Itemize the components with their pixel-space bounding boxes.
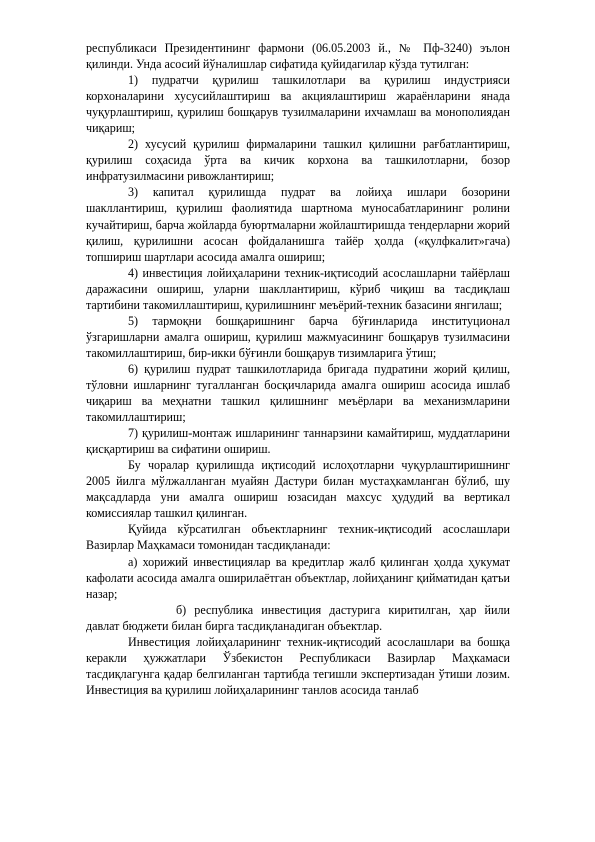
paragraph-expertise: Инвестиция лойиҳаларининг техник-иқтисодий асослашлари ва бошқа керакли ҳужжатлари Ўзбекистон Республикаси Вазирлар Маҳкамаси тасдиқлагунга қадар белгиланган тартибда тегишли экспертизадан ўтиши лозим. Инвестиция ва қурилиш лойиҳаларининг танлов асосида танлаб: [86, 634, 510, 697]
paragraph-intro: республикаси Президентининг фармони (06.05.2003 й., № Пф-3240) эълон қилинди. Унда асосий йўналишлар сифатида қуйидагилар кўзда тутилган:: [86, 41, 510, 72]
paragraph-measures: Бу чоралар қурилишда иқтисодий ислоҳотларни чуқурлаштиришнинг 2005 йилга мўлжалланган муайян Дастури билан мустаҳкамланган бўлиб, шу мақсадларда уни амалга ошириш юзасидан махсус ҳудудий ва вертикал комиссиялар ташкил қилинган.: [86, 458, 510, 521]
document-page: [86, 40, 510, 698]
list-item-b: б) республика инвестиция дастурига киритилган, ҳар йили давлат бюджети билан бирга тасдиқланадиган объектлар.: [86, 602, 510, 633]
list-item-6: 6) қурилиш пудрат ташкилотларида бригада пудратини жорий қилиш, тўловни ишларнинг тугалланган босқичларида амалга ошириш асосида ишлаб чиқариш ва меҳнатни ташкил қилишнинг меъёрлари ва механизмларини такомиллаштириш;: [86, 361, 510, 425]
list-item-7: 7) қурилиш-монтаж ишларининг таннарзини камайтириш, муддатларини қисқартириш ва сифатини ошириш.: [86, 426, 510, 457]
list-item-a: а) хорижий инвестициялар ва кредитлар жалб қилинган ҳолда ҳукумат кафолати асосида амалга оширилаётган объектлар, лойиҳанинг қийматидан қатъи назар;: [86, 554, 510, 601]
list-item-4: 4) инвестиция лойиҳаларини техник-иқтисодий асослашларни тайёрлаш даражасини ошириш, уларни шакллантириш, кўриб чиқиш ва тасдиқлаш тартибини такомиллаштириш, қурилишнинг меъёрий-техник базасини янгилаш;: [86, 265, 510, 312]
list-item-5: 5) тармоқни бошқаришнинг барча бўғинларида институционал ўзгаришларни амалга ошириш, қурилиш мажмуасининг бошқарув тузилмасини такомиллаштириш, бир-икки бўғинли бошқарув тизимларига ўтиш;: [86, 313, 510, 360]
list-item-1: 1) пудратчи қурилиш ташкилотлари ва қурилиш индустрияси корхоналарини хусусийлаштириш ва акциялаштириш жараёнларини янада чуқурлаштириш, қурилиш бошқарув тузилмаларини ихчамлаш ва монополиядан чиқариш;: [86, 73, 510, 136]
list-item-2: 2) хусусий қурилиш фирмаларини ташкил қилишни рағбатлантириш, қурилиш соҳасида ўрта ва кичик корхона ва ташкилотларни, бозор инфратузилмасини ривожлантириш;: [86, 137, 510, 184]
list-item-3: 3) капитал қурилишда пудрат ва лойиҳа ишлари бозорини шакллантириш, қурилиш фаолиятида шартнома муносабатларининг ролини кучайтириш, барча жойларда буюртмаларни жойлаштиришда тендерларни жорий қилиш, қурилишни асосан фойдаланишга тайёр ҳолда («қулфкалит»гача) топшириш шартлари асосида амалга ошириш;: [86, 185, 510, 264]
paragraph-approval: Қуйида кўрсатилган объектларнинг техник-иқтисодий асослашлари Вазирлар Маҳкамаси томонидан тасдиқланади:: [86, 522, 510, 553]
